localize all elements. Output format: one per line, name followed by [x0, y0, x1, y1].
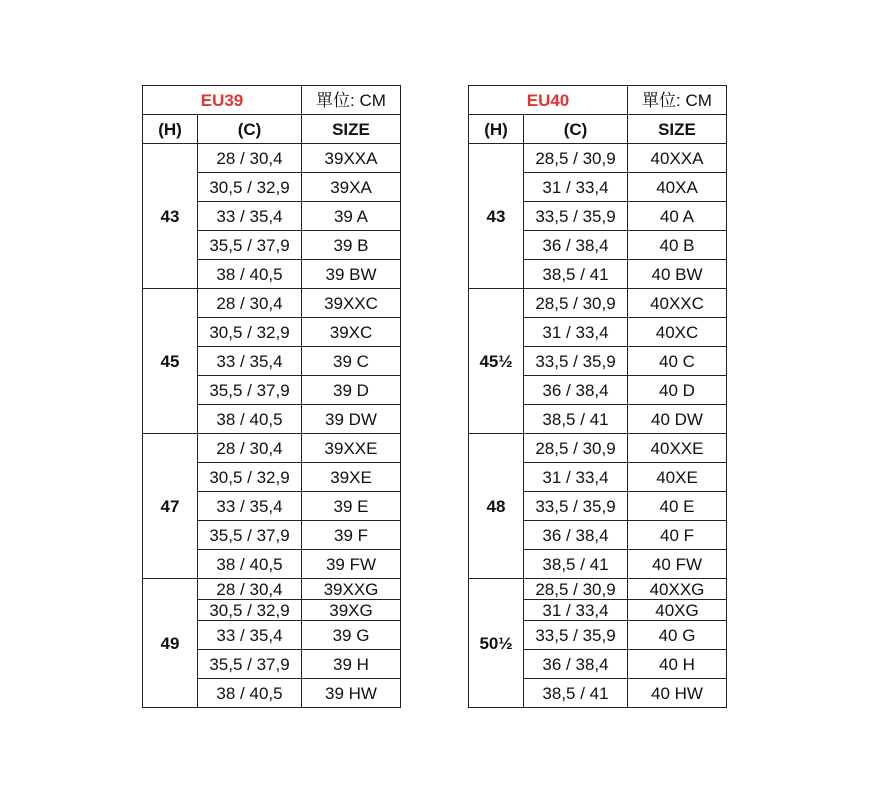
column-header-h: (H) — [469, 115, 524, 144]
size-cell: 39 F — [302, 521, 401, 550]
unit-label: 單位: CM — [628, 86, 727, 115]
chest-range-cell: 38 / 40,5 — [198, 550, 302, 579]
chest-range-cell: 38,5 / 41 — [524, 405, 628, 434]
size-cell: 40 DW — [628, 405, 727, 434]
column-header-size: SIZE — [628, 115, 727, 144]
size-cell: 39 G — [302, 621, 401, 650]
chest-range-cell: 30,5 / 32,9 — [198, 600, 302, 621]
column-header-h: (H) — [143, 115, 198, 144]
chest-range-cell: 30,5 / 32,9 — [198, 173, 302, 202]
chest-range-cell: 33 / 35,4 — [198, 202, 302, 231]
size-cell: 39XXA — [302, 144, 401, 173]
chest-range-cell: 35,5 / 37,9 — [198, 231, 302, 260]
chest-range-cell: 33,5 / 35,9 — [524, 621, 628, 650]
size-cell: 40XA — [628, 173, 727, 202]
size-cell: 39 DW — [302, 405, 401, 434]
size-cell: 40 H — [628, 650, 727, 679]
size-cell: 39XXG — [302, 579, 401, 600]
chest-range-cell: 28 / 30,4 — [198, 144, 302, 173]
height-cell: 45½ — [469, 289, 524, 434]
size-cell: 40XXG — [628, 579, 727, 600]
chest-range-cell: 38 / 40,5 — [198, 679, 302, 708]
chest-range-cell: 33 / 35,4 — [198, 621, 302, 650]
size-cell: 40XXE — [628, 434, 727, 463]
size-cell: 39 E — [302, 492, 401, 521]
chest-range-cell: 33,5 / 35,9 — [524, 202, 628, 231]
column-header-c: (C) — [524, 115, 628, 144]
size-cell: 40 F — [628, 521, 727, 550]
column-header-size: SIZE — [302, 115, 401, 144]
size-table-eu40 — [468, 85, 727, 708]
height-cell: 43 — [143, 144, 198, 289]
size-cell: 40 E — [628, 492, 727, 521]
chest-range-cell: 28,5 / 30,9 — [524, 289, 628, 318]
table-body — [469, 86, 727, 708]
size-cell: 39 A — [302, 202, 401, 231]
size-cell: 39XXE — [302, 434, 401, 463]
table-row — [143, 289, 401, 318]
size-cell: 39 H — [302, 650, 401, 679]
chest-range-cell: 38 / 40,5 — [198, 405, 302, 434]
chest-range-cell: 33 / 35,4 — [198, 492, 302, 521]
chest-range-cell: 35,5 / 37,9 — [198, 376, 302, 405]
size-cell: 40XE — [628, 463, 727, 492]
table-row — [143, 434, 401, 463]
height-cell: 45 — [143, 289, 198, 434]
table-row — [143, 579, 401, 600]
size-cell: 39XC — [302, 318, 401, 347]
chest-range-cell: 28,5 / 30,9 — [524, 434, 628, 463]
size-cell: 40 D — [628, 376, 727, 405]
chest-range-cell: 31 / 33,4 — [524, 173, 628, 202]
height-cell: 43 — [469, 144, 524, 289]
size-cell: 40 A — [628, 202, 727, 231]
table-title-row — [143, 86, 401, 115]
size-cell: 39XXC — [302, 289, 401, 318]
chest-range-cell: 28,5 / 30,9 — [524, 144, 628, 173]
size-cell: 39 HW — [302, 679, 401, 708]
size-cell: 40XC — [628, 318, 727, 347]
chest-range-cell: 36 / 38,4 — [524, 650, 628, 679]
size-cell: 39XA — [302, 173, 401, 202]
chest-range-cell: 38,5 / 41 — [524, 260, 628, 289]
table-row — [469, 144, 727, 173]
column-header-row — [469, 115, 727, 144]
chest-range-cell: 36 / 38,4 — [524, 521, 628, 550]
chest-range-cell: 31 / 33,4 — [524, 600, 628, 621]
chest-range-cell: 33,5 / 35,9 — [524, 492, 628, 521]
chest-range-cell: 36 / 38,4 — [524, 376, 628, 405]
size-cell: 40 HW — [628, 679, 727, 708]
size-cell: 40 C — [628, 347, 727, 376]
chest-range-cell: 30,5 / 32,9 — [198, 463, 302, 492]
chest-range-cell: 33 / 35,4 — [198, 347, 302, 376]
chest-range-cell: 28 / 30,4 — [198, 289, 302, 318]
chest-range-cell: 31 / 33,4 — [524, 318, 628, 347]
height-cell: 47 — [143, 434, 198, 579]
chest-range-cell: 28 / 30,4 — [198, 434, 302, 463]
chest-range-cell: 35,5 / 37,9 — [198, 650, 302, 679]
chest-range-cell: 35,5 / 37,9 — [198, 521, 302, 550]
size-cell: 40XXA — [628, 144, 727, 173]
size-cell: 39XG — [302, 600, 401, 621]
size-cell: 40 BW — [628, 260, 727, 289]
chest-range-cell: 30,5 / 32,9 — [198, 318, 302, 347]
chest-range-cell: 38,5 / 41 — [524, 550, 628, 579]
chest-range-cell: 33,5 / 35,9 — [524, 347, 628, 376]
chest-range-cell: 38,5 / 41 — [524, 679, 628, 708]
height-cell: 49 — [143, 579, 198, 708]
height-cell: 50½ — [469, 579, 524, 708]
size-cell: 40XG — [628, 600, 727, 621]
column-header-row — [143, 115, 401, 144]
size-cell: 39 BW — [302, 260, 401, 289]
size-cell: 39 D — [302, 376, 401, 405]
column-header-c: (C) — [198, 115, 302, 144]
size-cell: 39 C — [302, 347, 401, 376]
table-title-row — [469, 86, 727, 115]
size-cell: 39 FW — [302, 550, 401, 579]
size-cell: 40XXC — [628, 289, 727, 318]
chest-range-cell: 31 / 33,4 — [524, 463, 628, 492]
unit-label: 單位: CM — [302, 86, 401, 115]
size-cell: 40 B — [628, 231, 727, 260]
table-title: EU40 — [469, 86, 628, 115]
size-cell: 40 FW — [628, 550, 727, 579]
table-title: EU39 — [143, 86, 302, 115]
table-body — [143, 86, 401, 708]
size-table-eu39 — [142, 85, 401, 708]
table-row — [469, 579, 727, 600]
height-cell: 48 — [469, 434, 524, 579]
size-cell: 39XE — [302, 463, 401, 492]
table-row — [143, 144, 401, 173]
chest-range-cell: 36 / 38,4 — [524, 231, 628, 260]
chest-range-cell: 28 / 30,4 — [198, 579, 302, 600]
table-row — [469, 434, 727, 463]
table-row — [469, 289, 727, 318]
chest-range-cell: 28,5 / 30,9 — [524, 579, 628, 600]
size-cell: 40 G — [628, 621, 727, 650]
size-cell: 39 B — [302, 231, 401, 260]
chest-range-cell: 38 / 40,5 — [198, 260, 302, 289]
